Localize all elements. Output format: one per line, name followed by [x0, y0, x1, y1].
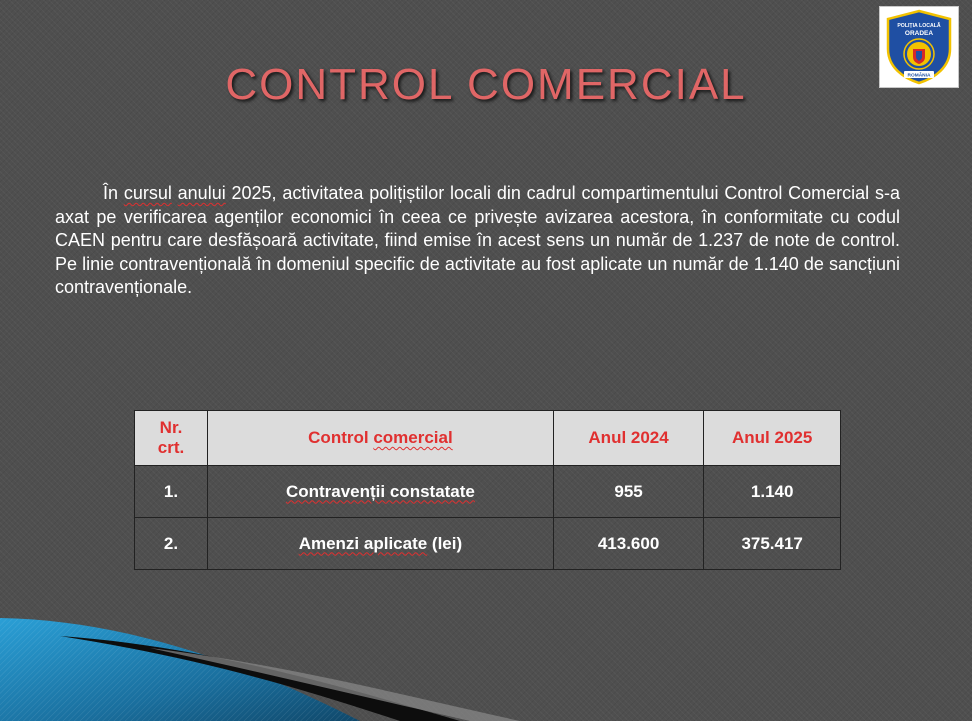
- header-control-label: Control: [308, 428, 374, 447]
- paragraph-word-anului: anului: [177, 183, 226, 203]
- header-control-comercial: [208, 411, 554, 466]
- header-comercial-label: comercial: [373, 428, 453, 447]
- decorative-swoosh: [0, 580, 520, 721]
- row-2-nr: 2.: [135, 518, 208, 570]
- control-table: [134, 410, 841, 570]
- paragraph-text-start: În: [103, 183, 119, 203]
- logo-line2: ORADEA: [904, 30, 934, 37]
- logo-line1: POLIȚIA LOCALĂ: [897, 23, 941, 29]
- row-2-label: [208, 518, 554, 570]
- row-1-label-text: Contravenții constatate: [285, 481, 475, 501]
- row-2-2024: 413.600: [553, 518, 704, 570]
- row-2-label-text: Amenzi aplicate: [298, 533, 428, 553]
- row-2-2025: 375.417: [704, 518, 841, 570]
- row-2-label-suffix: (lei): [427, 533, 463, 553]
- logo-line3: ROMÂNIA: [907, 73, 931, 79]
- row-1-label: [208, 466, 554, 518]
- table-row: [135, 518, 841, 570]
- header-anul-2024: Anul 2024: [553, 411, 704, 466]
- header-nr-crt-label: Nr. crt.: [157, 418, 185, 457]
- table-header-row: [135, 411, 841, 466]
- header-anul-2025: Anul 2025: [704, 411, 841, 466]
- header-nr-crt: [135, 411, 208, 466]
- slide-title: CONTROL COMERCIAL: [225, 60, 747, 109]
- row-1-2024: 955: [553, 466, 704, 518]
- row-1-nr: 1.: [135, 466, 208, 518]
- row-1-2025: 1.140: [704, 466, 841, 518]
- paragraph-text-rest: 2025, activitatea polițiștilor locali din cadrul compartimentului Control Comercial s-a axat pe verificarea agenților economici în ceea ce privește avizarea acestora, în conformitate cu codul CAEN pentru care desfășoară activitate, fiind emise în acest sens un număr de 1.237 de note de control. Pe linie contravențională în domeniul specific de activitate au fost aplicate un număr de 1.140 de sancțiuni contravenționale.: [55, 183, 900, 297]
- paragraph-word-cursul: cursul: [123, 183, 172, 203]
- body-paragraph: [55, 182, 900, 300]
- table-row: [135, 466, 841, 518]
